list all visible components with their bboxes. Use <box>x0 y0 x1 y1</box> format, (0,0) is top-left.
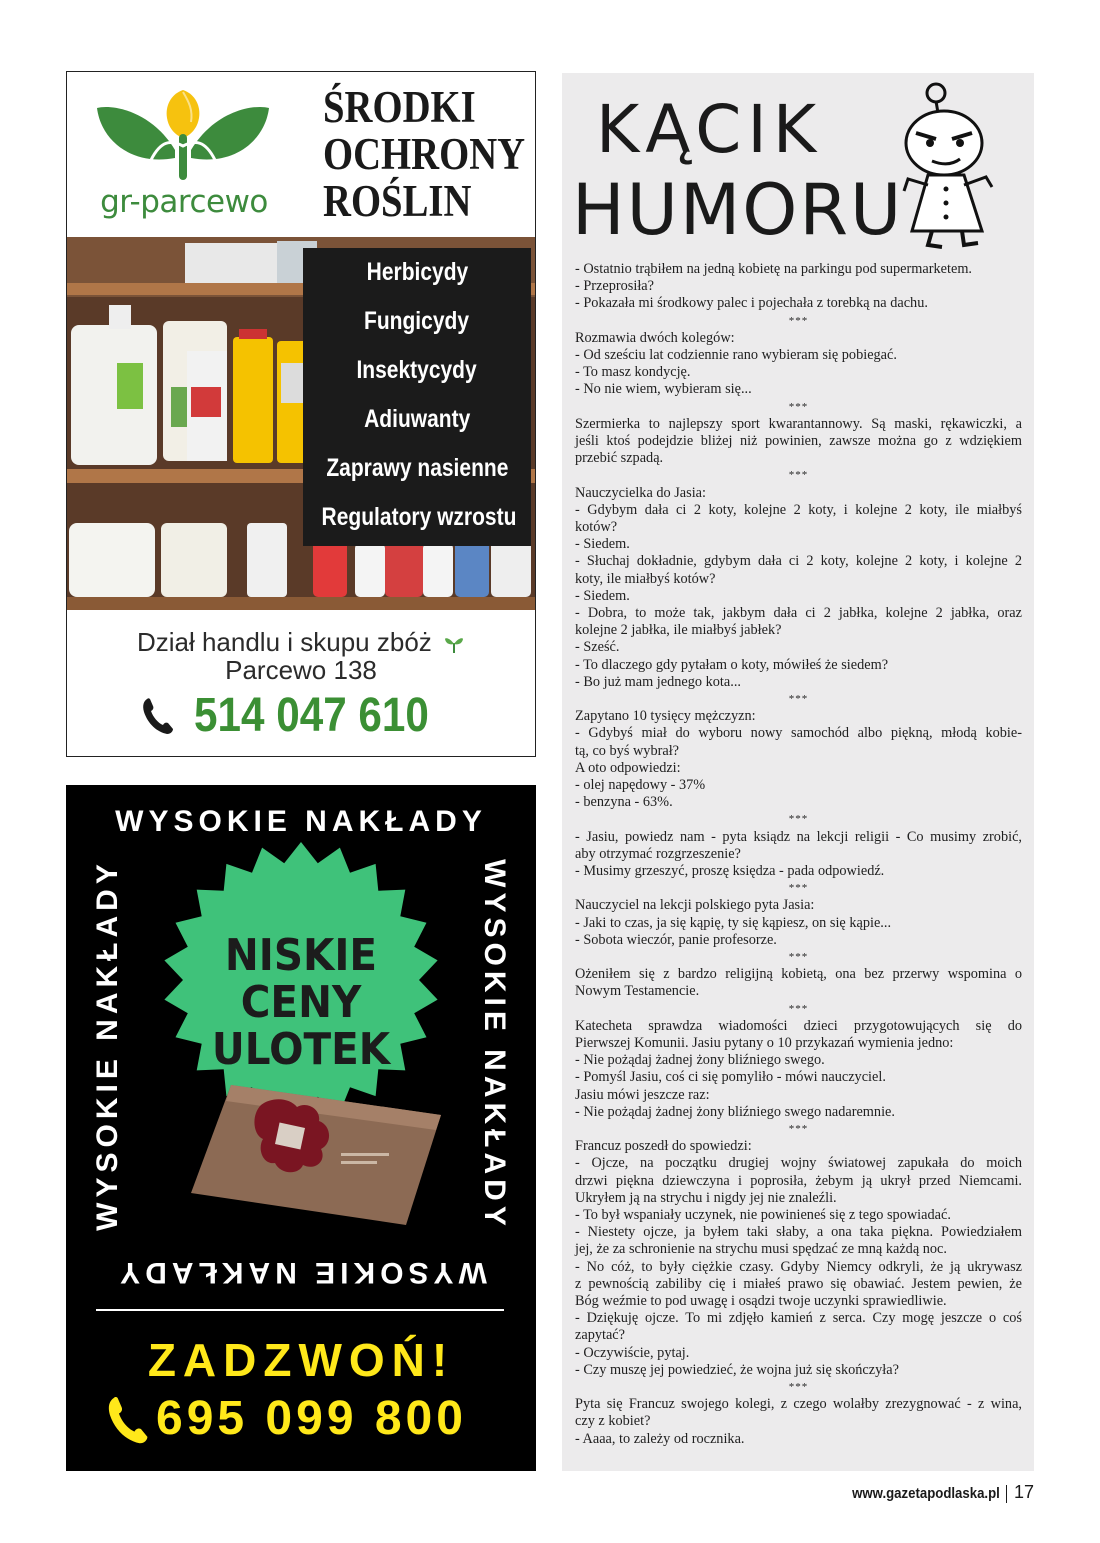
joke-line: - Dobra, to może tak, jakbym dała ci 2 jabłka, kolejne 2 jabłka, oraz <box>575 605 1022 622</box>
product-item: Zaprawy nasienne <box>325 454 509 482</box>
ad-leaflets <box>66 785 536 1471</box>
ad-headline <box>323 82 526 226</box>
page-footer <box>832 1482 1034 1503</box>
joke-line: - Aaaa, to zależy od rocznika. <box>575 1430 745 1447</box>
joke-line: - To dlaczego gdy pytałam o koty, mówiłeś że siedem? <box>575 656 889 673</box>
joke-line: Ukryłem ją na strychu i nigdy jej nie znaleźli. <box>575 1189 837 1206</box>
joke-line: - olej napędowy - 37% <box>575 777 706 794</box>
phone-icon <box>106 1393 150 1447</box>
joke-line: - Gdybym dała ci 2 koty, kolejne 2 koty, i kolejne 2 koty, ile miałbyś <box>575 501 1022 518</box>
department-name: Dział handlu i skupu zbóż <box>136 627 432 657</box>
joke-line: koty, ile miałbyś kotów? <box>575 570 716 587</box>
jokes-text <box>575 261 1022 1448</box>
joke-line: przebić szpadą. <box>575 450 664 467</box>
joke-line: - To masz kondycję. <box>575 364 691 381</box>
product-item: Adiuwanty <box>363 405 471 433</box>
joke-line: Francuz poszedł do spowiedzi: <box>575 1138 752 1155</box>
product-item: Fungicydy <box>364 307 470 335</box>
joke-line: - Oczywiście, pytaj. <box>575 1344 690 1361</box>
band-text-top: WYSOKIE NAKŁADY <box>115 805 487 838</box>
joke-separator: *** <box>788 1123 809 1136</box>
joke-line: drzwi piękna dziewczyna i poprosiła, żebym ją ukrył przed Niemcami. <box>575 1172 1022 1189</box>
joke-line: - Siedem. <box>575 587 630 604</box>
joke-line: - Niestety ojcze, ja byłem taki słaby, a ona taka piękna. Powiedziałem <box>575 1224 1022 1241</box>
joke-line: Nowym Testamencie. <box>575 983 700 1000</box>
footer-divider <box>1006 1485 1007 1503</box>
joke-line: - Dziękuję ojcze. To mi zdjęło kamień z serca. Czy mogę jeszcze o coś <box>575 1310 1022 1327</box>
joke-line: - No nie wiem, wybieram się... <box>575 381 752 398</box>
joke-line: - Siedem. <box>575 536 630 553</box>
joke-separator: *** <box>788 813 809 826</box>
joke-line: - Jasiu, powiedz nam - pyta ksiądz na lekcji religii - Co musimy zrobić, <box>575 828 1022 845</box>
joke-line: Rozmawia dwóch kolegów: <box>575 329 735 346</box>
website-url: www.gazetapodlaska.pl <box>852 1485 1000 1502</box>
joke-line: - Gdybyś miał do wyboru nowy samochód albo piękną, młodą kobie- <box>575 725 1022 742</box>
joke-line: Jasiu mówi jeszcze raz: <box>575 1086 710 1103</box>
joke-line: z pewnością zabiliby cię i miałeś prawo się obawiać. Jestem pewien, że <box>575 1275 1022 1292</box>
joke-line: Pierwszej Komunii. Jasiu pytany o 10 przykazań wymienia jedno: <box>575 1035 954 1052</box>
department-info <box>67 628 535 684</box>
joke-separator: *** <box>788 693 809 706</box>
title-line: HUMORU <box>572 169 904 251</box>
joke-line: A oto odpowiedzi: <box>575 759 681 776</box>
joke-line: kotów? <box>575 519 618 535</box>
address: Parcewo 138 <box>225 655 377 685</box>
joke-line: tą, co byś wybrał? <box>575 742 680 759</box>
starburst-text <box>189 932 413 1073</box>
joke-line: Ożeniłem się z bardzo religijną kobietą, ona bez przerwy wspomina o <box>575 966 1022 983</box>
joke-line: - To był wspaniały uczynek, nie powinieneś się z tego spowiadać. <box>575 1207 951 1224</box>
joke-line: Nauczycielka do Jasia: <box>575 484 706 501</box>
joke-line: - No cóż, to były ciężkie czasy. Gdyby Niemcy odkryli, że ją ukrywasz <box>575 1258 1022 1275</box>
joke-line: Zapytano 10 tysięcy mężczyzn: <box>575 708 756 725</box>
joke-line: aby otrzymać rozgrzeszenie? <box>575 845 741 862</box>
humor-section <box>562 73 1034 1471</box>
joke-line: - Bo już mam jednego kota... <box>575 673 741 690</box>
headline-line: ROŚLIN <box>323 176 472 226</box>
joke-separator: *** <box>788 951 809 964</box>
band-text-right: WYSOKIE NAKŁADY <box>478 859 511 1231</box>
joke-line: - benzyna - 63%. <box>575 794 673 811</box>
flyer-image <box>191 1075 441 1225</box>
joke-line: - Musimy grzeszyć, proszę księdza - pada odpowiedź. <box>575 863 885 880</box>
band-text-left: WYSOKIE NAKŁADY <box>91 859 124 1231</box>
joke-separator: *** <box>788 469 809 482</box>
divider <box>96 1309 504 1311</box>
joke-line: - Jaki to czas, ja się kąpię, ty się kąpiesz, on się kąpie... <box>575 914 892 931</box>
joke-line: - Sobota wieczór, panie profesorze. <box>575 931 777 948</box>
joke-line: - Sześć. <box>575 639 620 656</box>
joke-line: Katecheta sprawdza wiadomości dzieci przygotowujących się do <box>575 1017 1022 1034</box>
starburst-line: ULOTEK <box>211 1024 391 1075</box>
joke-line: - Pokazała mi środkowy palec i pojechała z torebką na dachu. <box>575 295 928 312</box>
ad-parcewo <box>66 71 536 757</box>
joke-line: Nauczyciel na lekcji polskiego pyta Jasia: <box>575 897 815 914</box>
joke-line: - Czy muszę jej powiedzieć, że wojna już się skończyła? <box>575 1361 899 1378</box>
brand-name: gr-parcewo <box>100 184 268 220</box>
page-number: 17 <box>1013 1482 1034 1502</box>
starburst-line: NISKIE <box>224 930 378 981</box>
starburst-line: CENY <box>240 977 362 1028</box>
product-item: Herbicydy <box>366 258 468 286</box>
joke-line: Szermierka to najlepszy sport kwarantannowy. Są maski, rękawiczki, a <box>575 415 1022 432</box>
joke-line: kolejne 2 jabłka, ile miałbyś jabłek? <box>575 622 782 639</box>
joke-separator: *** <box>788 1381 809 1394</box>
joke-line: - Ostatnio trąbiłem na jedną kobietę na parkingu pod supermarketem. <box>575 261 973 277</box>
band-text-bottom: WYSOKIE NAKŁADY <box>115 1256 487 1289</box>
joke-separator: *** <box>788 400 809 413</box>
joke-line: - Nie pożądaj żadnej żony bliźniego swego. <box>575 1052 825 1069</box>
sprout-icon <box>443 633 465 655</box>
phone-number: 514 047 610 <box>193 689 429 742</box>
joke-line: Bóg weźmie to pod uwagę i osądzi twoje uczynki sprawiedliwie. <box>575 1293 947 1310</box>
joke-line: - Ojcze, na początku drugiej wojny światowej zapukała do moich <box>575 1155 1022 1172</box>
joke-separator: *** <box>788 1002 809 1015</box>
product-item: Insektycydy <box>356 356 478 384</box>
little-my-icon <box>898 81 1006 251</box>
joke-line: - Słuchaj dokładnie, gdybym dała ci 2 koty, kolejne 2 koty, i kolejne 2 <box>575 553 1022 570</box>
joke-line: - Nie pożądaj żadnej żony bliźniego swego nadaremnie. <box>575 1103 895 1120</box>
joke-separator: *** <box>788 882 809 895</box>
joke-line: - Od sześciu lat codziennie rano wybieram się pobiegać. <box>575 347 897 363</box>
joke-line: zapytać? <box>575 1327 625 1344</box>
joke-line: Pyta się Francuz swojego kolegi, z czego wolałby zrezygnować - z wina, <box>575 1396 1022 1413</box>
joke-separator: *** <box>788 314 809 327</box>
joke-line: - Pomyśl Jasiu, coś ci się pomyliło - mówi nauczyciel. <box>575 1069 886 1086</box>
phone-row <box>67 688 535 748</box>
phone-row <box>106 1391 526 1451</box>
joke-line: jej, że za schronienie na strychu musi spędzać ze mną każdą noc. <box>575 1241 947 1258</box>
title-line: KĄCIK <box>596 91 823 168</box>
headline-line: ŚRODKI <box>323 82 476 132</box>
phone-icon <box>141 696 175 736</box>
call-to-action: ZADZWOŃ! <box>147 1334 455 1386</box>
headline-line: OCHRONY <box>323 129 526 179</box>
product-item: Regulatory wzrostu <box>321 503 517 531</box>
joke-line: czy z kobiet? <box>575 1413 651 1430</box>
phone-number: 695 099 800 <box>156 1392 467 1445</box>
product-list <box>303 248 531 546</box>
joke-line: jeśli ktoś podejdzie bliżej niż powinien, zawsze można go z wdziękiem <box>575 433 1022 449</box>
joke-line: - Przeprosiła? <box>575 278 654 295</box>
